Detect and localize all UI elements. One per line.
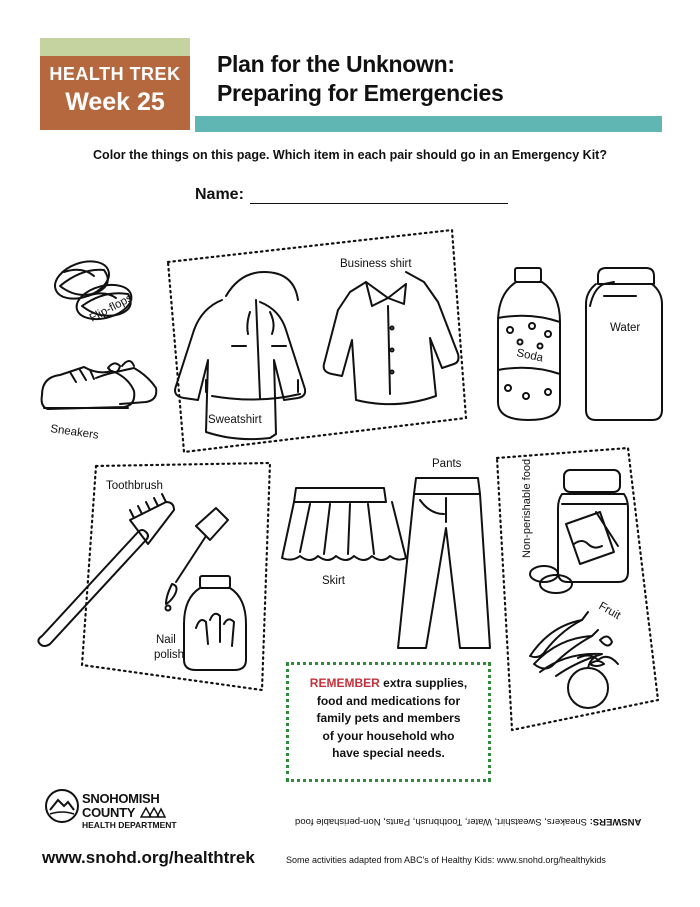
- badge-program: HEALTH TREK: [49, 64, 181, 84]
- remember-line-4: of your household who: [322, 728, 455, 743]
- logo-line-2: COUNTY: [82, 805, 136, 820]
- sneakers-label-svg: Sneakers: [49, 423, 100, 442]
- toothbrush-label: Toothbrush: [106, 480, 163, 492]
- badge-week: Week 25: [65, 88, 165, 116]
- pants-icon: [398, 478, 490, 648]
- answers-upside-down: [295, 816, 641, 827]
- remember-line-1: [289, 675, 488, 693]
- water-label: Water: [610, 322, 641, 334]
- remember-keyword: REMEMBER: [309, 676, 380, 690]
- sneakers-icon: [42, 361, 157, 409]
- answers-label: ANSWERS:: [589, 816, 642, 827]
- fruit-label-svg: Fruit: [596, 600, 623, 623]
- snohomish-logo-icon: [44, 788, 80, 824]
- soda-bottle-icon: [498, 268, 560, 420]
- remember-line-1-rest: extra supplies,: [379, 676, 468, 690]
- pants-label: Pants: [432, 458, 462, 470]
- name-label: Name:: [195, 186, 244, 203]
- title-line-1: Plan for the Unknown:: [217, 51, 455, 77]
- soda-label-svg: Soda: [515, 347, 545, 365]
- logo-line-1: SNOHOMISH: [82, 791, 160, 806]
- toothbrush-icon: [38, 494, 174, 646]
- title-line-2: Preparing for Emergencies: [217, 80, 504, 106]
- remember-line-5: have special needs.: [332, 746, 445, 760]
- logo-line-3: HEALTH DEPARTMENT: [82, 820, 177, 830]
- answers-text: Sneakers, Sweatshirt, Water, Toothbrush, Pants, Non-perishable food: [295, 816, 590, 827]
- remember-callout: [286, 662, 491, 782]
- instructions: Color the things on this page. Which item in each pair should go in an Emergency Kit?: [93, 148, 607, 162]
- food-jar-icon: [530, 470, 628, 593]
- nail-polish-icon: [166, 508, 247, 670]
- nail-polish-label-2: polish: [154, 649, 185, 661]
- flipflops-label-svg: Flip-flops: [87, 292, 135, 325]
- footer-url[interactable]: www.snohd.org/healthtrek: [42, 848, 255, 867]
- fruit-icon: [530, 612, 618, 708]
- nail-polish-label-1: Nail: [156, 634, 176, 646]
- trees-icon: [140, 806, 166, 818]
- nonperishable-label-svg: Non-perishable food: [521, 458, 533, 558]
- skirt-icon: [282, 488, 406, 560]
- skirt-label: Skirt: [322, 575, 345, 587]
- remember-line-2: food and medications for: [316, 693, 461, 708]
- sweatshirt-label: Sweatshirt: [208, 414, 262, 426]
- business-shirt-label: Business shirt: [340, 258, 412, 270]
- business-shirt-icon: [324, 272, 459, 404]
- footer-adapted-note: Some activities adapted from ABC's of Healthy Kids: www.snohd.org/healthykids: [286, 855, 606, 865]
- remember-line-3: family pets and members: [316, 711, 461, 725]
- water-bottle-icon: [586, 268, 662, 420]
